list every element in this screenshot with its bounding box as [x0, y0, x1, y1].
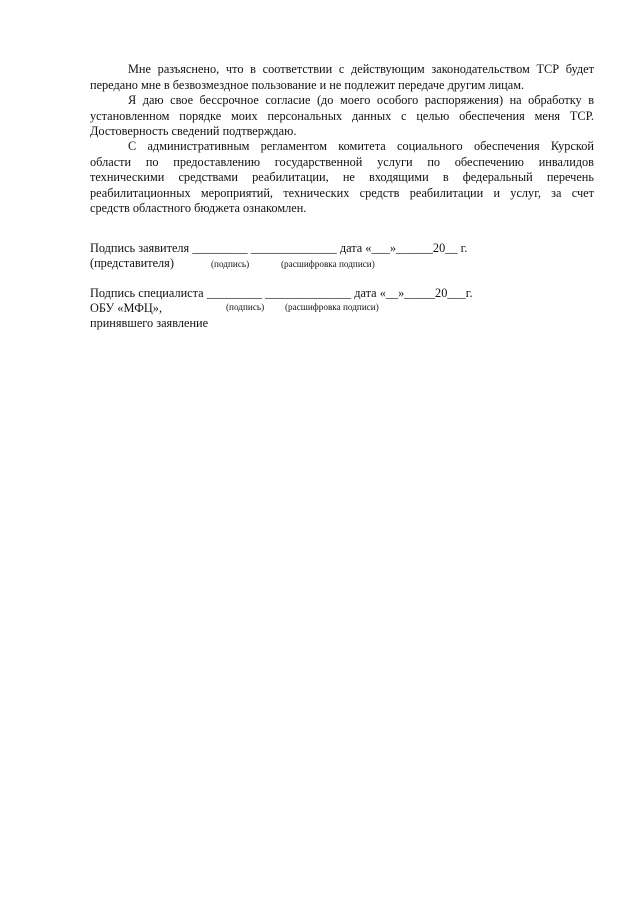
text-line: передано мне в безвозмездное пользование и не подлежит передаче другим лицам.	[90, 77, 525, 92]
paragraph-consent	[90, 93, 594, 140]
specialist-signature-line: Подпись специалиста _________ ______________ дата «__»_____20___г.	[90, 286, 473, 300]
applicant-signature-hint: (подпись)	[211, 259, 250, 269]
specialist-accepted-label: принявшего заявление	[90, 316, 209, 330]
text-line: реабилитационных мероприятий, технических средств реабилитации и услуг, за счет	[90, 185, 594, 200]
text-line: Достоверность сведений подтверждаю.	[90, 124, 297, 138]
specialist-organization-label: ОБУ «МФЦ»,	[90, 301, 163, 315]
text-line: Я даю свое бессрочное согласие (до моего особого распоряжения) на обработку в	[128, 93, 594, 107]
specialist-decoding-hint: (расшифровка подписи)	[285, 302, 379, 312]
applicant-decoding-hint: (расшифровка подписи)	[281, 259, 375, 269]
applicant-representative-label: (представителя)	[90, 256, 174, 270]
applicant-signature-line: Подпись заявителя _________ ______________ дата «___»______20__ г.	[90, 241, 468, 255]
text-line: техническими средствами реабилитации, не входящими в федеральный перечень	[90, 170, 594, 184]
specialist-signature-hint: (подпись)	[226, 302, 265, 312]
paragraph-tsr-use	[90, 62, 594, 93]
text-line: средств областного бюджета ознакомлен.	[90, 201, 307, 215]
text-line: С административным регламентом комитета социального обеспечения Курской	[128, 139, 594, 153]
text-line: области по предоставлению государственной услуги по обеспечению инвалидов	[90, 154, 594, 169]
paragraph-regulation	[90, 139, 594, 217]
text-line: Мне разъяснено, что в соответствии с действующим законодательством ТСР будет	[128, 62, 594, 76]
text-line: установленном порядке моих персональных данных с целью обеспечения меня ТСР.	[90, 108, 594, 123]
